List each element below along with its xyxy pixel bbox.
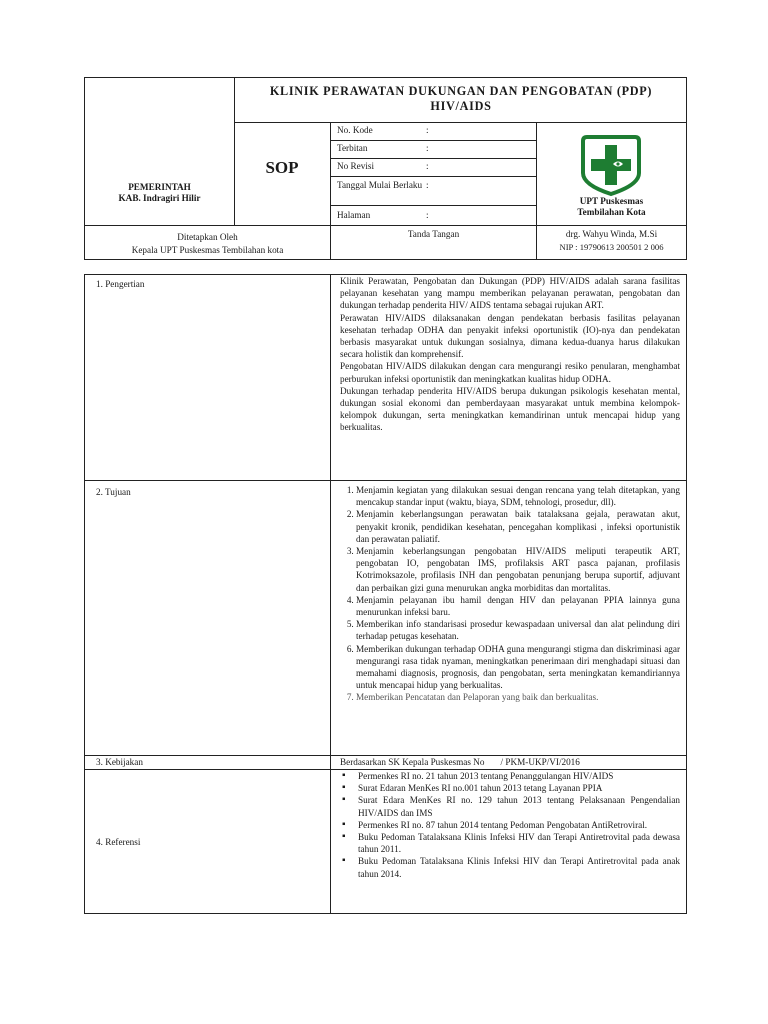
list-item: 7. Memberikan Pencatatan dan Pelaporan yang baik dan berkualitas. bbox=[356, 691, 680, 703]
field-label-tanggal: Tanggal Mulai Berlaku bbox=[337, 180, 423, 190]
list-item: 5. Memberikan info standarisasi prosedur kewaspadaan universal dan alat pelindung diri terhadap petugas kesehatan. bbox=[356, 618, 680, 642]
org-line1: UPT Puskesmas bbox=[579, 196, 644, 206]
list-item: ▪ Permenkes RI no. 87 tahun 2014 tentang Pedoman Pengobatan AntiRetroviral. bbox=[358, 819, 680, 831]
puskesmas-logo-icon bbox=[579, 133, 643, 197]
list-item: 3. Menjamin keberlangsungan pengobatan HIV/AIDS meliputi terapeutik ART, pengobatan IO, pengobatan IMS, profilaksis ART pasca pajanan, profilasis Kotrimoksazole, profilasis INH dan pengobatan penunjang berupa suportif, adjuvant dan perbaikan gizi guna menurukan angka morbiditas dan mortalitas. bbox=[356, 545, 680, 594]
field-label-no-kode: No. Kode bbox=[337, 125, 373, 135]
field-sep-no-revisi: : bbox=[426, 161, 429, 171]
list-item: 4. Menjamin pelayanan ibu hamil dengan HIV dan pelayanan PPIA lainnya guna menurunkan infeksi baru. bbox=[356, 594, 680, 618]
established-by: Ditetapkan Oleh bbox=[177, 232, 238, 242]
section-body-referensi bbox=[340, 770, 680, 880]
list-item: ▪ Buku Pedoman Tatalaksana Klinis Infeksi HIV dan Terapi Antiretrovital pada dewasa tahun 2011. bbox=[358, 831, 680, 855]
established-role: Kepala UPT Puskesmas Tembilahan kota bbox=[131, 245, 284, 255]
list-item: ▪ Surat Edara MenKes RI no. 129 tahun 2013 tentang Pelaksanaan Pengendalian HIV/AIDS dan IMS bbox=[358, 794, 680, 818]
field-sep-terbitan: : bbox=[426, 143, 429, 153]
paragraph: Perawatan HIV/AIDS dilaksanakan dengan pendekatan berbasis fasilitas pelayanan kesehatan terhadap ODHA dan penyakit infeksi oportunistik (IO)-nya dan pendekatan berbasis masyarakat untuk dukungan sosialnya, dimana kedua-duanya harus dilakukan secara holistik dan komprehensif. bbox=[340, 312, 680, 360]
paragraph: Pengobatan HIV/AIDS dilakukan dengan cara mengurangi resiko penularan, menghambat perburukan infeksi oportunistik dan meningkatkan kualitas hidup ODHA. bbox=[340, 361, 680, 384]
section-body-pengertian bbox=[340, 275, 680, 434]
field-label-terbitan: Terbitan bbox=[337, 143, 368, 153]
section-label-referensi: 4. Referensi bbox=[96, 837, 141, 847]
issuer-line1: PEMERINTAH bbox=[128, 182, 191, 192]
section-label-kebijakan: 3. Kebijakan bbox=[96, 757, 143, 767]
sop-label: SOP bbox=[265, 158, 299, 177]
issuer-line2: KAB. Indragiri Hilir bbox=[118, 193, 201, 203]
section-label-pengertian: 1. Pengertian bbox=[96, 279, 145, 289]
paragraph: Klinik Perawatan, Pengobatan dan Dukungan (PDP) HIV/AIDS adalah sarana fasilitas pelayanan kesehatan yang mampu memberikan pelayanan perawatan, pengobatan dan dukungan terhadap penderita HIV/ AIDS tentama sebagai rujukan ART. bbox=[340, 276, 680, 311]
list-item: 2. Menjamin keberlangsungan perawatan baik tatalaksana gejala, perawatan akut, penyakit kronik, pendidikan kesehatan, pencegahan komplikasi , infeksi oportunistik dan perawatan paliatif. bbox=[356, 508, 680, 545]
puskesmas-logo bbox=[579, 133, 643, 197]
paragraph: Dukungan terhadap penderita HIV/AIDS berupa dukungan psikologis kesehatan mental, dukungan sosial ekonomi dan pemberdayaan masyarakat untuk membina kelompok-kelompok dukungan, serta meningkatkan kemandirinan untuk mencapai hidup yang berkualitas. bbox=[340, 385, 680, 433]
signer-nip: NIP : 19790613 200501 2 006 bbox=[559, 242, 664, 252]
org-line2: Tembilahan Kota bbox=[577, 207, 646, 217]
document-title: KLINIK PERAWATAN DUKUNGAN DAN PENGOBATAN (PDP) bbox=[269, 84, 653, 98]
document-title-line2: HIV/AIDS bbox=[430, 99, 492, 113]
section-body-tujuan bbox=[334, 484, 680, 704]
field-label-halaman: Halaman bbox=[337, 210, 371, 220]
list-item: 1. Menjamin kegiatan yang dilakukan sesuai dengan rencana yang telah ditetapkan, yang mencakup standar input (waktu, biaya, SDM, tehnologi, prosedur, dll). bbox=[356, 484, 680, 508]
signer-name: drg. Wahyu Winda, M.Si bbox=[565, 229, 658, 239]
list-item: ▪ Permenkes RI no. 21 tahun 2013 tentang Penanggulangan HIV/AIDS bbox=[358, 770, 680, 782]
signature-label: Tanda Tangan bbox=[407, 229, 460, 239]
field-sep-tanggal: : bbox=[426, 180, 429, 190]
section-label-tujuan: 2. Tujuan bbox=[96, 487, 131, 497]
section-body-kebijakan: Berdasarkan SK Kepala Puskesmas No / PKM-UKP/VI/2016 bbox=[340, 757, 580, 767]
field-sep-no-kode: : bbox=[426, 125, 429, 135]
list-item: 6. Memberikan dukungan terhadap ODHA guna mengurangi stigma dan diskriminasi agar mengurangi rasa tidak nyaman, meningkatkan penerimaan diri menghadapi situasi dan memahami diagnosis, prognosis, dan pengobatan, serta meningkatan kemandiriannya untuk mencapai hidup yang berkualitas. bbox=[356, 643, 680, 692]
field-sep-halaman: : bbox=[426, 210, 429, 220]
list-item: ▪ Buku Pedoman Tatalaksana Klinis Infeksi HIV dan Terapi Antiretrovital pada anak tahun 2014. bbox=[358, 855, 680, 879]
field-label-no-revisi: No Revisi bbox=[337, 161, 375, 171]
list-item: ▪ Surat Edaran MenKes RI no.001 tahun 2013 tetang Layanan PPIA bbox=[358, 782, 680, 794]
